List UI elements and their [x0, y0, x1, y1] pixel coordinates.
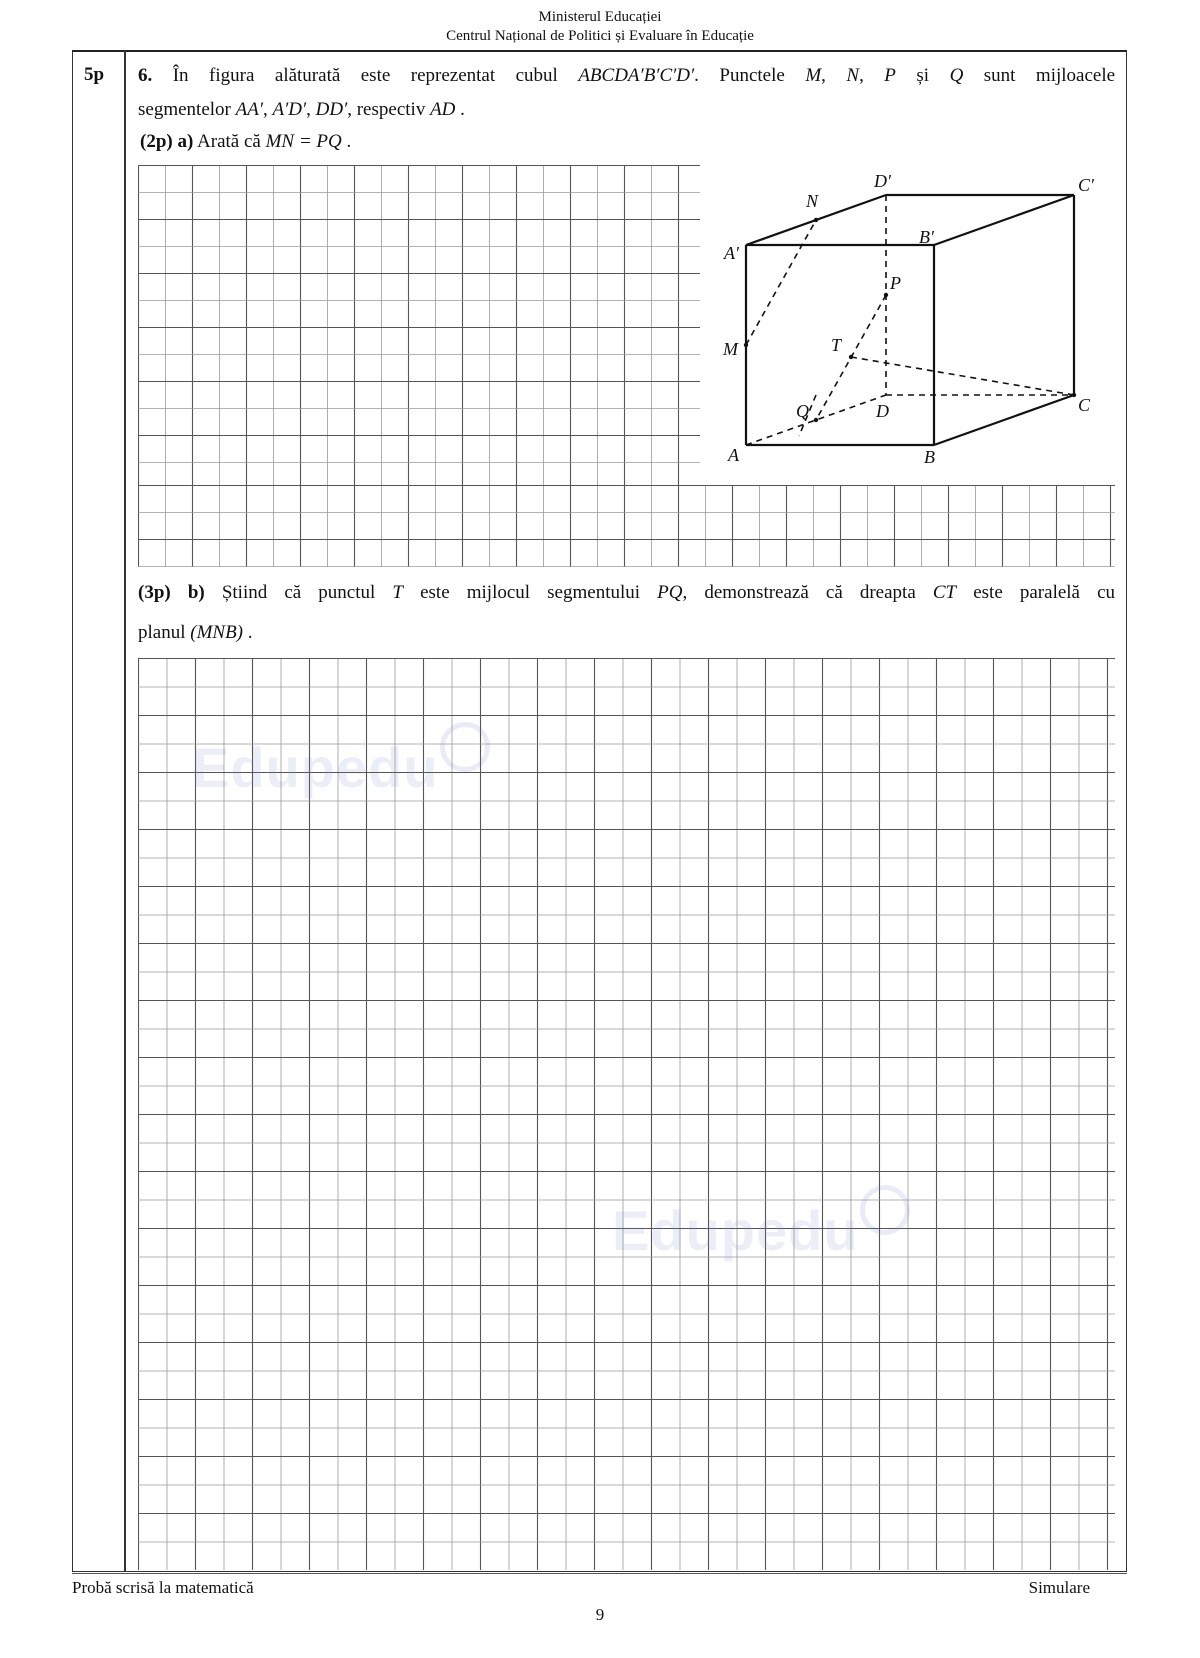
segment-name: AA′: [235, 99, 263, 120]
statement-text: , demonstrează că dreapta: [682, 582, 916, 603]
problem-points: 5p: [84, 64, 105, 85]
problem-statement-line1: 6. În figura alăturată este reprezentat cubul ABCDA′B′C′D′. Punctele M, N, P și Q sunt mijloacele: [138, 65, 1116, 86]
answer-grid-a-lower[interactable]: [138, 485, 1115, 567]
points-column-divider: [124, 50, 126, 1572]
segment-name: DD′: [315, 99, 348, 120]
statement-text: În figura alăturată este reprezentat cubul: [172, 65, 558, 86]
segment-name: A′D′: [272, 99, 307, 120]
statement-text: planul: [138, 622, 186, 643]
label-A: A: [728, 445, 739, 465]
answer-grid-a-upper[interactable]: [138, 165, 700, 485]
statement-text: este paralelă cu: [973, 582, 1116, 603]
point-name: M: [805, 65, 822, 86]
label-N: N: [806, 191, 819, 211]
problem-number: 6.: [138, 65, 153, 86]
cube-figure: [716, 165, 1116, 470]
watermark-2: Edupedu: [612, 1199, 859, 1262]
header-ministry: Ministerul Educației: [538, 9, 662, 25]
footer-exam-name: Probă scrisă la matematică: [72, 1578, 254, 1597]
label-C1: C′: [1078, 175, 1094, 195]
problem-statement-line2: segmentelor AA′, A′D′, DD′, respectiv AD .: [138, 99, 465, 120]
statement-text: , respectiv: [347, 99, 426, 120]
point-name: N: [846, 65, 860, 86]
statement-text: . Punctele: [694, 65, 785, 86]
label-C: C: [1078, 395, 1091, 415]
statement-text: și: [916, 65, 930, 86]
statement-text: Arată că: [197, 131, 261, 152]
segment-name: AD: [430, 99, 456, 120]
part-a-statement: (2p) a) Arată că MN = PQ .: [140, 131, 352, 152]
point-name: P: [884, 65, 896, 86]
part-b-statement-line2: planul (MNB) .: [138, 622, 253, 643]
part-b-points: (3p) b): [138, 582, 205, 603]
statement-text: sunt mijloacele: [983, 65, 1116, 86]
label-B: B: [924, 447, 935, 465]
part-b-statement-line1: [138, 577, 1115, 609]
header-center: Centrul Național de Politici și Evaluare în Educație: [446, 28, 754, 44]
statement-text: Știind că punctul: [221, 582, 376, 603]
label-T: T: [831, 335, 842, 355]
label-P: P: [890, 273, 901, 293]
part-a-points: (2p) a): [140, 131, 194, 152]
segment-name: PQ: [657, 582, 683, 603]
plane-name: (MNB): [190, 622, 244, 643]
label-B1: B′: [919, 227, 934, 247]
statement-text: este mijlocul segmentului: [420, 582, 641, 603]
page-number: 9: [595, 1605, 605, 1624]
point-name: Q: [949, 65, 964, 86]
label-A1: A′: [724, 243, 739, 263]
watermark-badge-2: [860, 1185, 910, 1235]
part-a-formula: MN = PQ: [265, 131, 342, 152]
point-name: T: [392, 582, 403, 603]
watermark-1: Edupedu: [192, 736, 439, 799]
cube-name: ABCDA′B′C′D′: [578, 65, 695, 86]
line-name: CT: [932, 582, 957, 603]
statement-text: segmentelor: [138, 99, 231, 120]
label-D1: D′: [874, 171, 891, 191]
watermark-badge-1: [440, 722, 490, 772]
label-M: M: [723, 339, 738, 359]
label-D: D: [876, 401, 889, 421]
footer-rule: [72, 1573, 1127, 1574]
label-Q: Q: [796, 401, 809, 421]
footer-session: Simulare: [1028, 1578, 1090, 1597]
